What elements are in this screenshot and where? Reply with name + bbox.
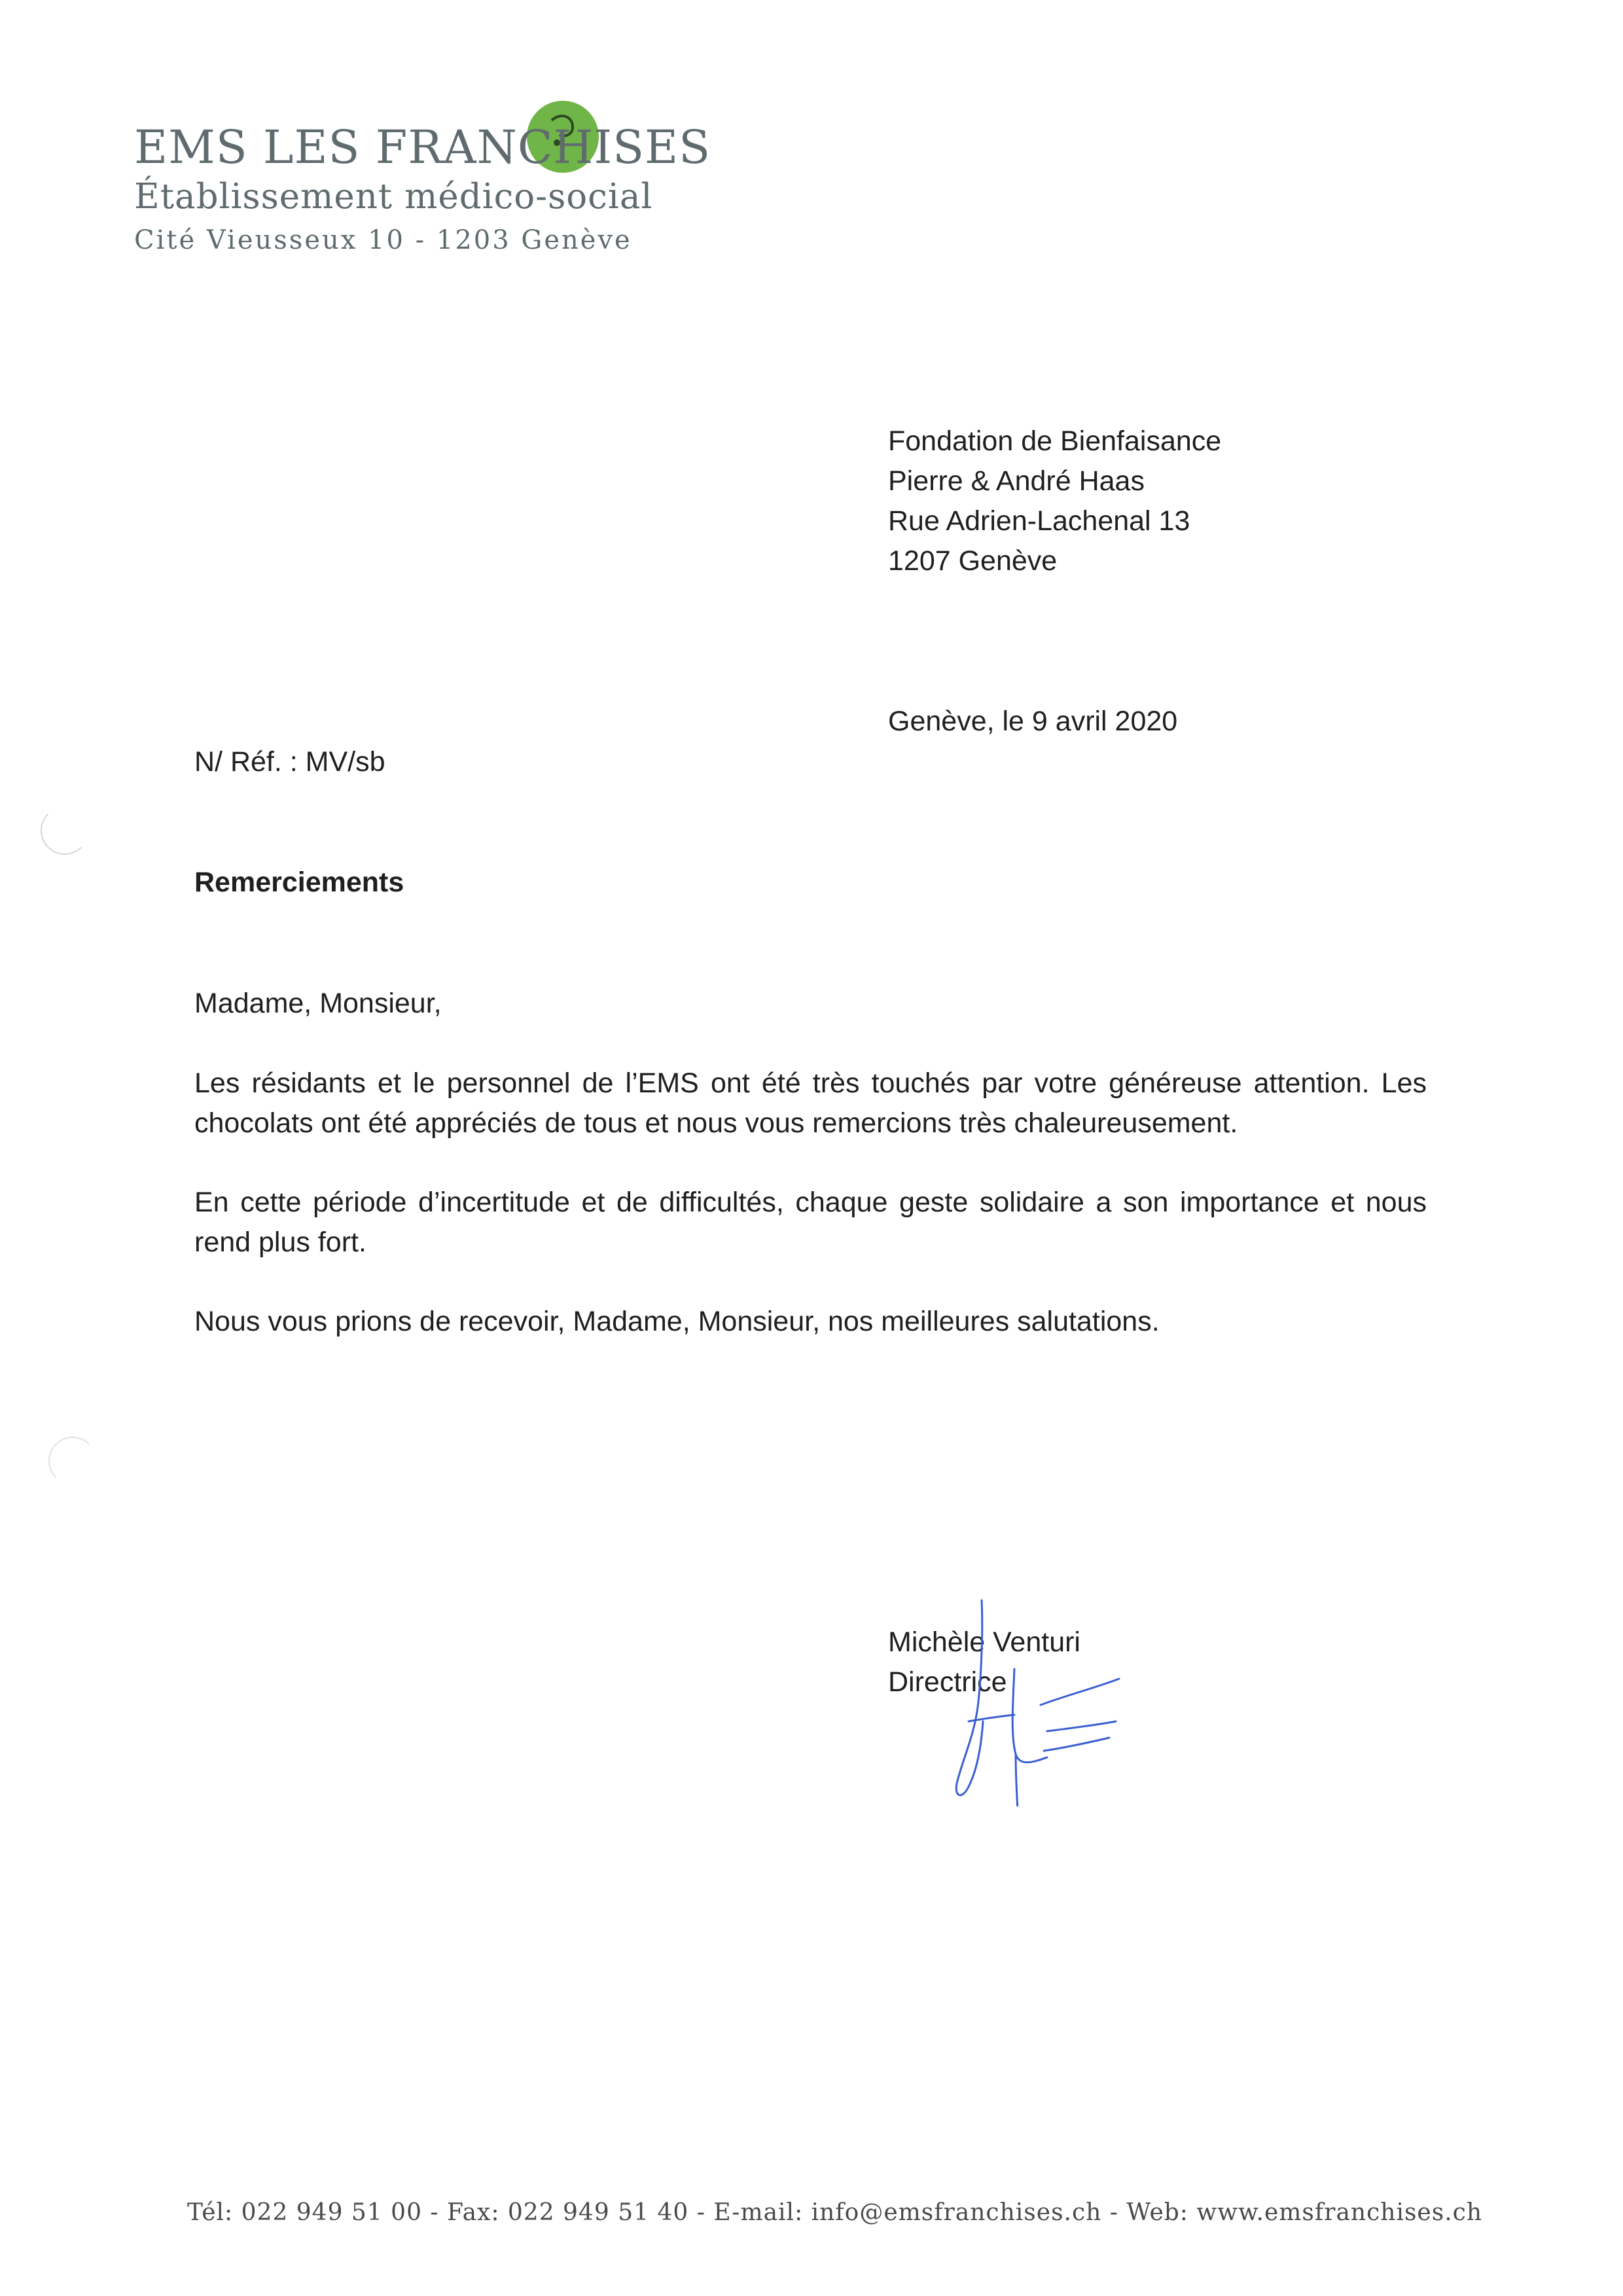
footer-contact: Tél: 022 949 51 00 - Fax: 022 949 51 40 - E-mail: info@emsfranchises.ch - Web: www.emsfranchises.ch (187, 2199, 1482, 2226)
letterhead (134, 120, 711, 255)
recipient-address (888, 422, 1477, 581)
company-name: EMS LES FRANCHISES (134, 120, 711, 174)
reference: N/ Réf. : MV/sb (194, 746, 385, 778)
subject: Remerciements (194, 867, 404, 898)
handwritten-signature-icon (942, 1590, 1139, 1806)
recipient-line: 1207 Genève (888, 545, 1058, 577)
signatory-title: Directrice (888, 1666, 1007, 1698)
punch-hole-mark (48, 1437, 97, 1485)
recipient-line: Fondation de Bienfaisance (888, 425, 1222, 457)
recipient-line: Rue Adrien-Lachenal 13 (888, 505, 1190, 537)
letter-date: Genève, le 9 avril 2020 (888, 706, 1178, 737)
salutation: Madame, Monsieur, (194, 988, 442, 1019)
body-paragraph: Les résidants et le personnel de l’EMS ont été très touchés par votre généreuse attention. Les chocolats ont été appréciés de tous et nous vous remercions très chaleureusement. (194, 1067, 1427, 1139)
signatory-name: Michèle Venturi (888, 1626, 1080, 1658)
body-paragraph: En cette période d’incertitude et de difficultés, chaque geste solidaire a son importance et nous rend plus fort. (194, 1187, 1427, 1258)
body-paragraph: Nous vous prions de recevoir, Madame, Monsieur, nos meilleures salutations. (194, 1306, 1160, 1337)
company-subtitle: Établissement médico-social (134, 177, 653, 217)
punch-hole-mark (41, 806, 89, 855)
company-address: Cité Vieusseux 10 - 1203 Genève (134, 225, 632, 255)
recipient-line: Pierre & André Haas (888, 465, 1145, 497)
